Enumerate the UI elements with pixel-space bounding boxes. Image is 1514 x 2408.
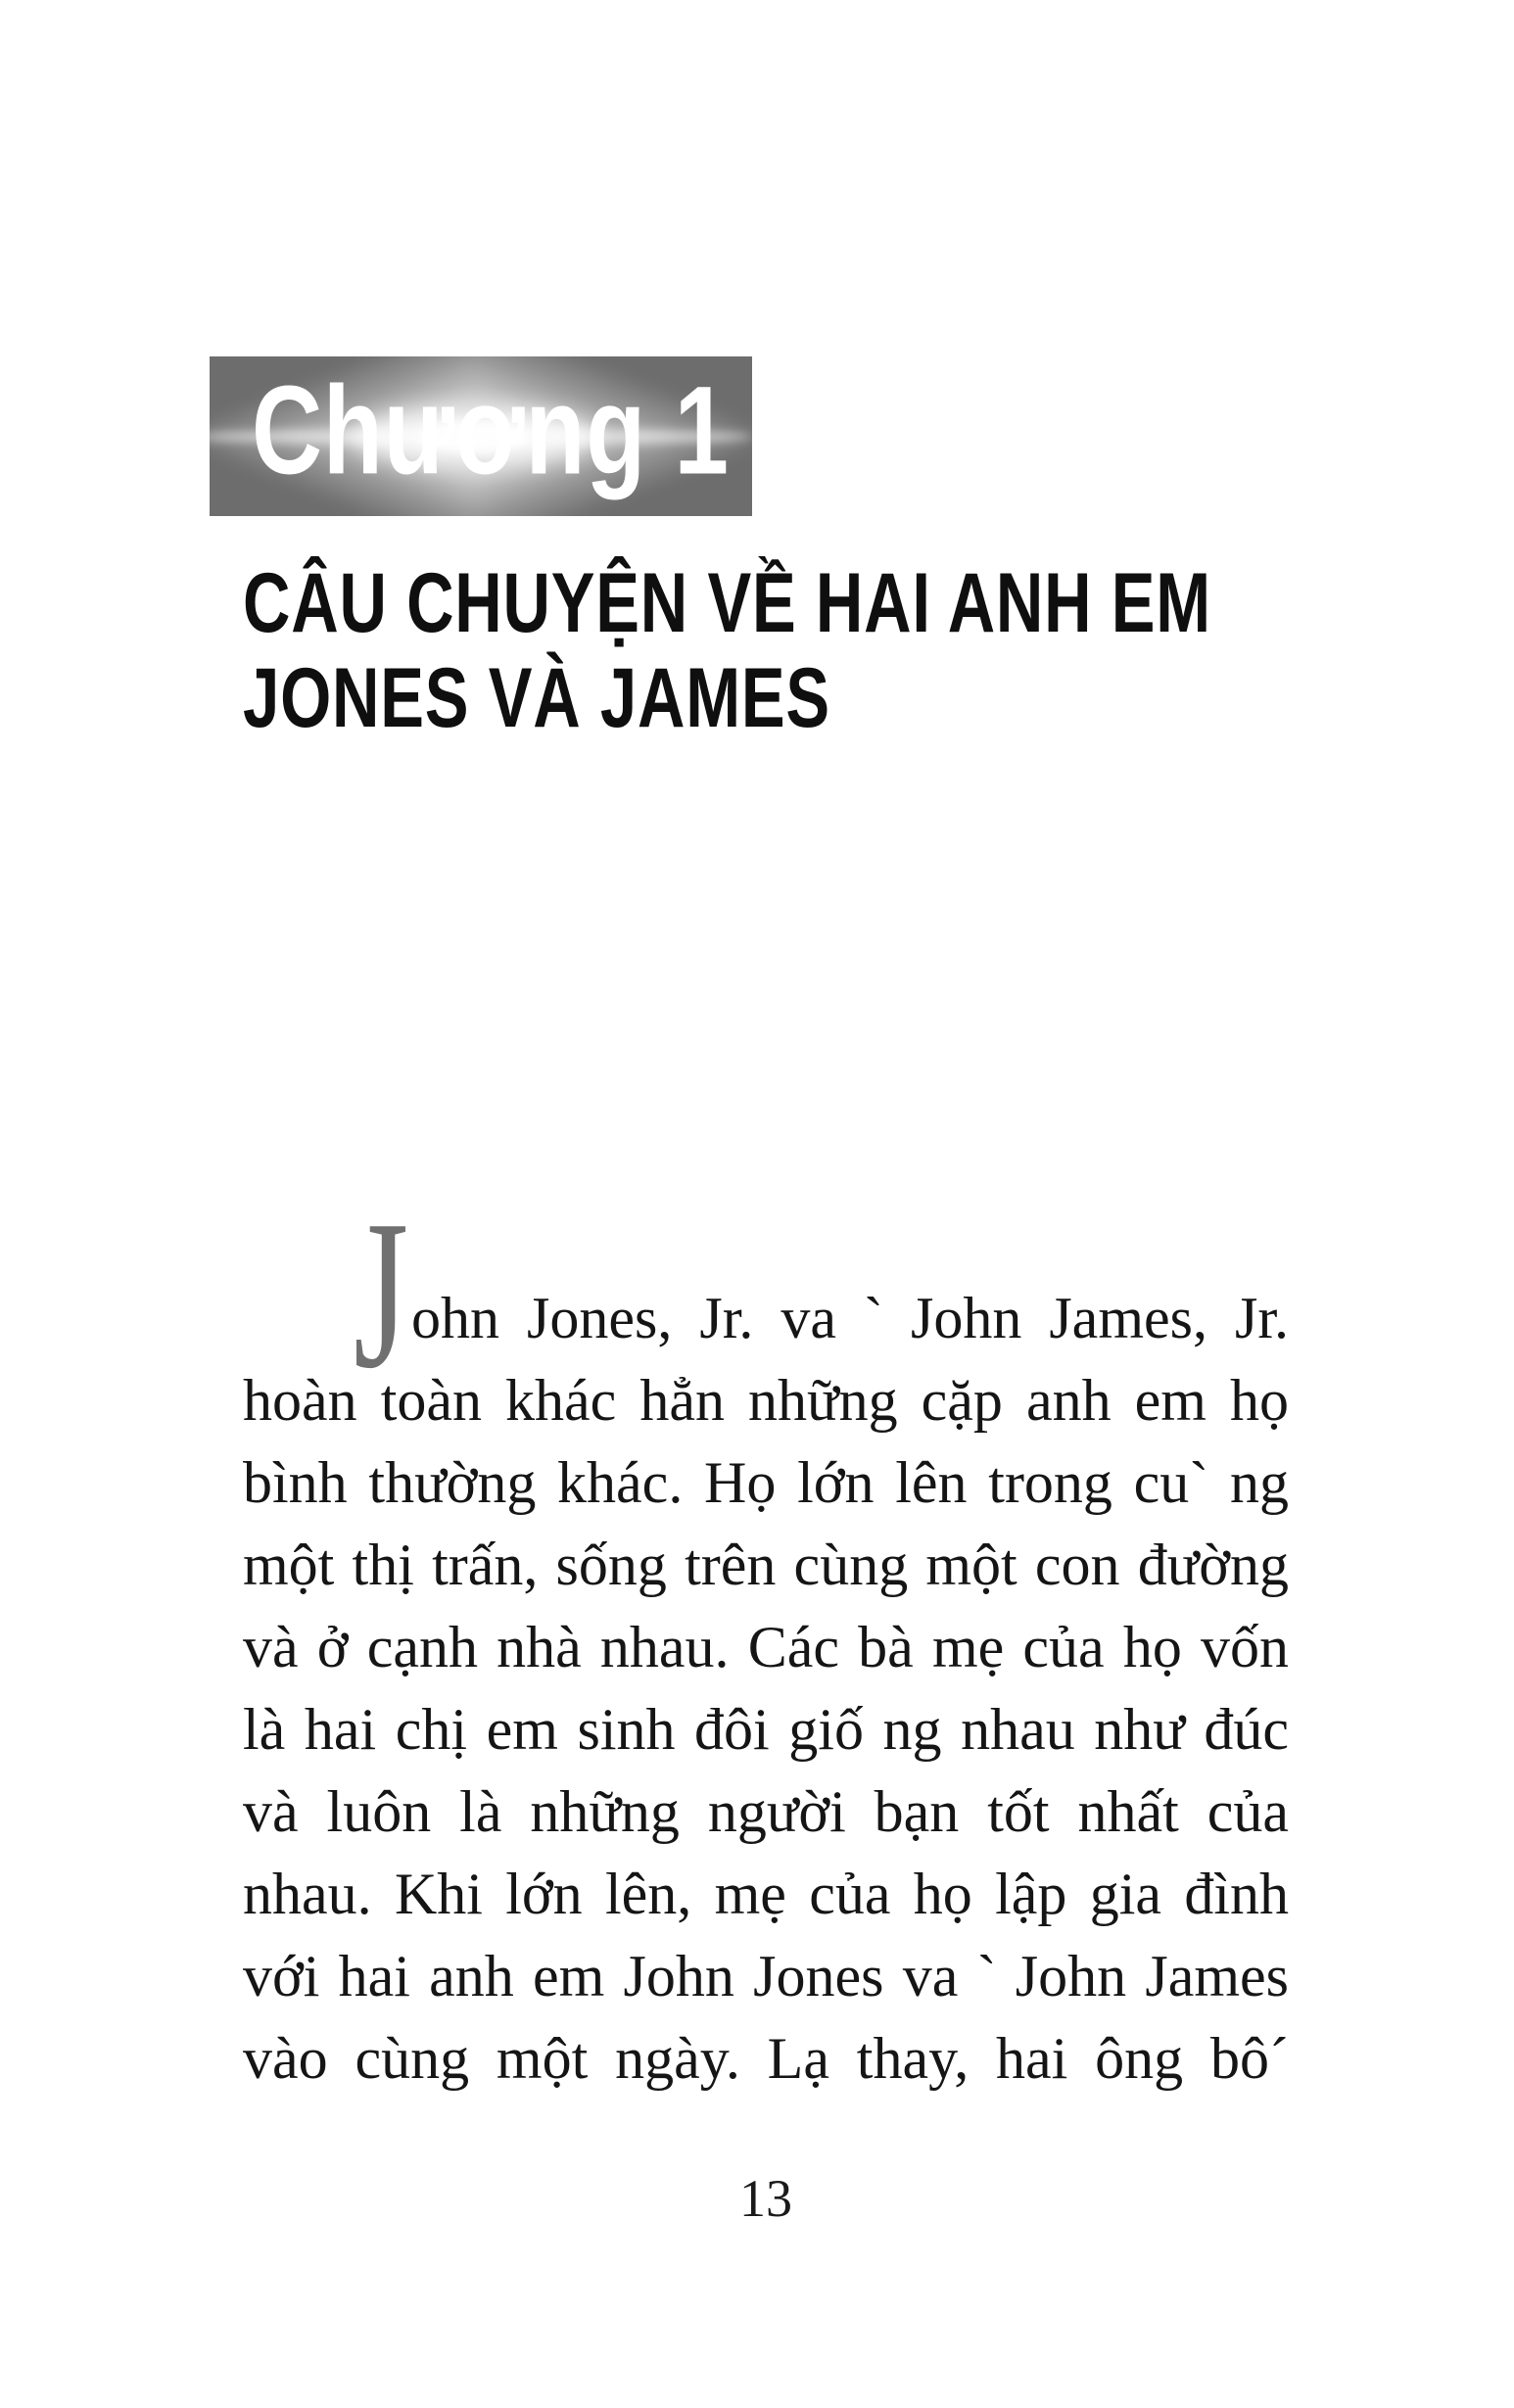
body-line: hoàn toàn khác hẳn những cặp anh em họ xyxy=(243,1368,1289,1433)
body-paragraph xyxy=(243,1177,1289,2100)
body-line: ohn Jones, Jr. va ` John James, Jr. xyxy=(411,1286,1289,1350)
chapter-title-line-2: JONES VÀ JAMES xyxy=(243,651,830,745)
body-line: và ở cạnh nhà nhau. Các bà mẹ của họ vốn xyxy=(243,1615,1289,1679)
body-line: là hai chị em sinh đôi giố ng nhau như đúc xyxy=(243,1697,1289,1762)
dropcap-letter: J xyxy=(354,1177,408,1413)
chapter-banner xyxy=(210,356,752,516)
body-line: một thị trấn, sống trên cùng một con đường xyxy=(243,1533,1289,1597)
body-line: vào cùng một ngày. Lạ thay, hai ông bô´ xyxy=(243,2026,1289,2091)
page-number: 13 xyxy=(739,2169,792,2228)
body-line: nhau. Khi lớn lên, mẹ của họ lập gia đình xyxy=(243,1862,1289,1926)
body-line: bình thường khác. Họ lớn lên trong cu` ng xyxy=(243,1450,1289,1515)
chapter-banner-label: Chương 1 xyxy=(252,360,730,501)
body-line: với hai anh em John Jones va ` John James xyxy=(243,1944,1289,2008)
chapter-title-line-1: CÂU CHUYỆN VỀ HAI ANH EM xyxy=(243,556,1211,650)
body-line: và luôn là những người bạn tốt nhất của xyxy=(243,1779,1289,1844)
chapter-title xyxy=(243,556,1312,746)
